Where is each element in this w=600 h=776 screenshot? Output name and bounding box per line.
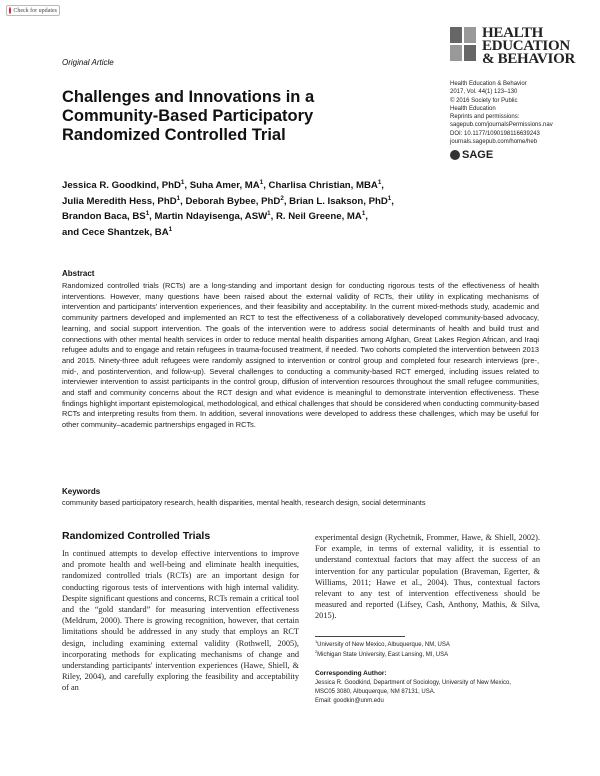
- sage-logo-icon: [450, 150, 460, 160]
- keywords-text: community based participatory research, health disparities, mental health, research design, social determinants: [62, 498, 426, 507]
- author-name: Brian L. Isakson, PhD: [289, 195, 388, 207]
- affiliation-number: 2: [315, 648, 318, 654]
- body-column-left: In continued attempts to develop effective interventions to improve and promote health and well-being and eliminate health inequities, randomized controlled trials (RCTs) are an important design for conducting rigorous tests of interventions with high internal validity. Despite significant questions and concerns, RCTs remain a critical tool and the “gold standard” for measuring intervention effectiveness (Meldrum, 2000). There is growing recognition, however, that certain limitations should be addressed in any study that employs an RCT design, including examining external validity (Rothwell, 2005), incorporating methods for explicating mechanisms of change and understanding participants' intervention experiences (Hawe, Shiell, & Riley, 2004), and carefully exploring the feasibility and acceptability of an: [62, 549, 299, 693]
- journal-logo: [450, 27, 575, 66]
- corresponding-line: Jessica R. Goodkind, Department of Sociology, University of New Mexico,: [315, 680, 511, 686]
- author-affiliation: 1: [377, 178, 382, 186]
- publisher-logo: [450, 149, 493, 161]
- journal-metadata: [450, 80, 580, 146]
- author-name: Brandon Baca, BS: [62, 211, 146, 222]
- doi[interactable]: DOI: 10.1177/1090198116639243: [450, 130, 540, 137]
- affiliation-item: [315, 641, 540, 651]
- author-affiliation: 1: [387, 194, 392, 202]
- author-affiliation: 1: [176, 194, 181, 202]
- author-affiliation: 1: [180, 178, 185, 186]
- author-name: Martin Ndayisenga, ASW: [154, 211, 268, 222]
- author-name: Deborah Bybee, PhD: [185, 195, 281, 207]
- author-name: Julia Meredith Hess, PhD: [62, 195, 177, 207]
- corresponding-email[interactable]: Email: goodkin@unm.edu: [315, 697, 384, 704]
- journal-logo-icon: [450, 27, 476, 61]
- author-affiliation: 1: [168, 225, 173, 233]
- author-name: Suha Amer, MA: [189, 180, 260, 191]
- footnote-divider: [315, 636, 405, 637]
- meta-line: Health Education: [450, 105, 496, 112]
- author-list: Jessica R. Goodkind, PhD$^1$, Suha Amer, $MA^1$, Charlisa Christian, MBA$^1$, Julia Meredith Hess, PhD$^1$, Deborah Bybee, PhD$^2$, Brian L. Isakson, PhD$^1$, Brandon Baca, $BS^1$, Martin Ndayisenga, ASW$^1$, R. Neil Greene, $MA^1$, and Cece Shantzek, $BA^1$: [62, 178, 394, 238]
- affiliations: [315, 641, 540, 660]
- logo-line-1: HEALTH: [482, 25, 544, 41]
- authors-conjunction: and: [62, 226, 80, 238]
- author-affiliation: 1: [361, 209, 366, 217]
- publisher-name: SAGE: [462, 149, 494, 161]
- author-affiliation: 1: [145, 209, 150, 217]
- meta-line: Health Education & Behavior: [450, 81, 527, 87]
- logo-line-3: & BEHAVIOR: [482, 51, 575, 67]
- reprints-link[interactable]: sagepub.com/journalsPermissions.nav: [450, 122, 553, 129]
- meta-line: Reprints and permissions:: [450, 114, 520, 121]
- logo-line-2: EDUCATION: [482, 38, 570, 54]
- affiliation-text: Michigan State University, East Lansing, MI, USA: [317, 651, 449, 658]
- update-icon: [9, 7, 11, 14]
- affiliation-number: 1: [315, 639, 318, 644]
- abstract-text: Randomized controlled trials (RCTs) are a long-standing and important design for conducting rigorous tests of the effectiveness of health interventions. However, many questions have been raised about the external validity of RCTs, their utility in explicating mechanisms of intervention and participants' intervention experiences, and their feasibility and acceptability. In the current mixed-methods study, academic and community partners developed and implemented an RCT to test the effectiveness of a collaboratively developed community-based advocacy, learning, and social support intervention. The goals of the intervention were to address social determinants of health and build trust and connections with other mental health services in order to reduce mental health disparities among Afghan, Great Lakes Region African, and Iraqi refugee adults and to engage and retain refugees in trauma-focused treatment, if needed. Two cohorts completed the intervention between 2013 and 2015. Ninety-three adult refugees were randomly assigned to intervention or control group and completed four research interviews (pre-, mid-, and postintervention, and follow-up). Several challenges to conducting a community-based RCT emerged, including issues related to interviewer intervention to assist participants in the control group, diffusion of intervention resources throughout the small refugee communities, and staff and community concerns about the RCT design and what evidence is meaningful to demonstrate intervention effectiveness. These findings highlight important epistemological, methodological, and ethical challenges that should be considered when conducting community-based RCTs and interpreting results from them. In addition, several innovations were developed to address these challenges, which may be useful for other community–academic partnerships engaged in RCTs.: [62, 281, 539, 430]
- corresponding-line: MSC05 3080, Albuquerque, NM 87131, USA.: [315, 688, 436, 695]
- section-heading: Randomized Controlled Trials: [62, 530, 211, 542]
- journal-link[interactable]: journals.sagepub.com/home/heb: [450, 139, 538, 146]
- author-name: Charlisa Christian, MBA: [268, 180, 378, 191]
- affiliation-text: University of New Mexico, Albuquerque, NM, USA: [317, 642, 450, 648]
- author-name: Cece Shantzek, BA: [81, 226, 169, 238]
- author-affiliation: 2: [280, 194, 284, 202]
- meta-line: 2017, Vol. 44(1) 123–130: [450, 89, 518, 96]
- article-type: Original Article: [62, 58, 114, 67]
- body-column-right: experimental design (Rychetnik, Frommer, Hawe, & Shiell, 2002). For example, in terms of external validity, it is essential to understand contextual factors that may affect the success of an intervention for any particular population (Braveman, Egerter, & Williams, 2011; Hawe et al., 2004). Thus, contextual factors relevant to any test of intervention effectiveness should be measured and reported (Lifsey, Cash, Anthony, Mathis, & Silva, 2015).: [315, 533, 540, 621]
- check-for-updates-badge[interactable]: [6, 5, 60, 16]
- keywords-heading: Keywords: [62, 487, 101, 496]
- corresponding-author-details: [315, 679, 555, 705]
- abstract-heading: Abstract: [62, 269, 95, 278]
- author-affiliation: 1: [267, 209, 271, 217]
- affiliation-item: [315, 648, 540, 661]
- corresponding-author-heading: Corresponding Author:: [315, 670, 387, 677]
- meta-line: © 2016 Society for Public: [450, 97, 518, 104]
- check-for-updates-label: Check for updates: [13, 7, 57, 14]
- journal-logo-text: [482, 27, 575, 66]
- author-affiliation: 1: [259, 178, 264, 186]
- author-name: Jessica R. Goodkind, PhD: [62, 180, 181, 191]
- author-name: R. Neil Greene, MA: [275, 211, 362, 222]
- article-title: Challenges and Innovations in a Community-Based Participatory Randomized Controlled Trial: [62, 88, 315, 144]
